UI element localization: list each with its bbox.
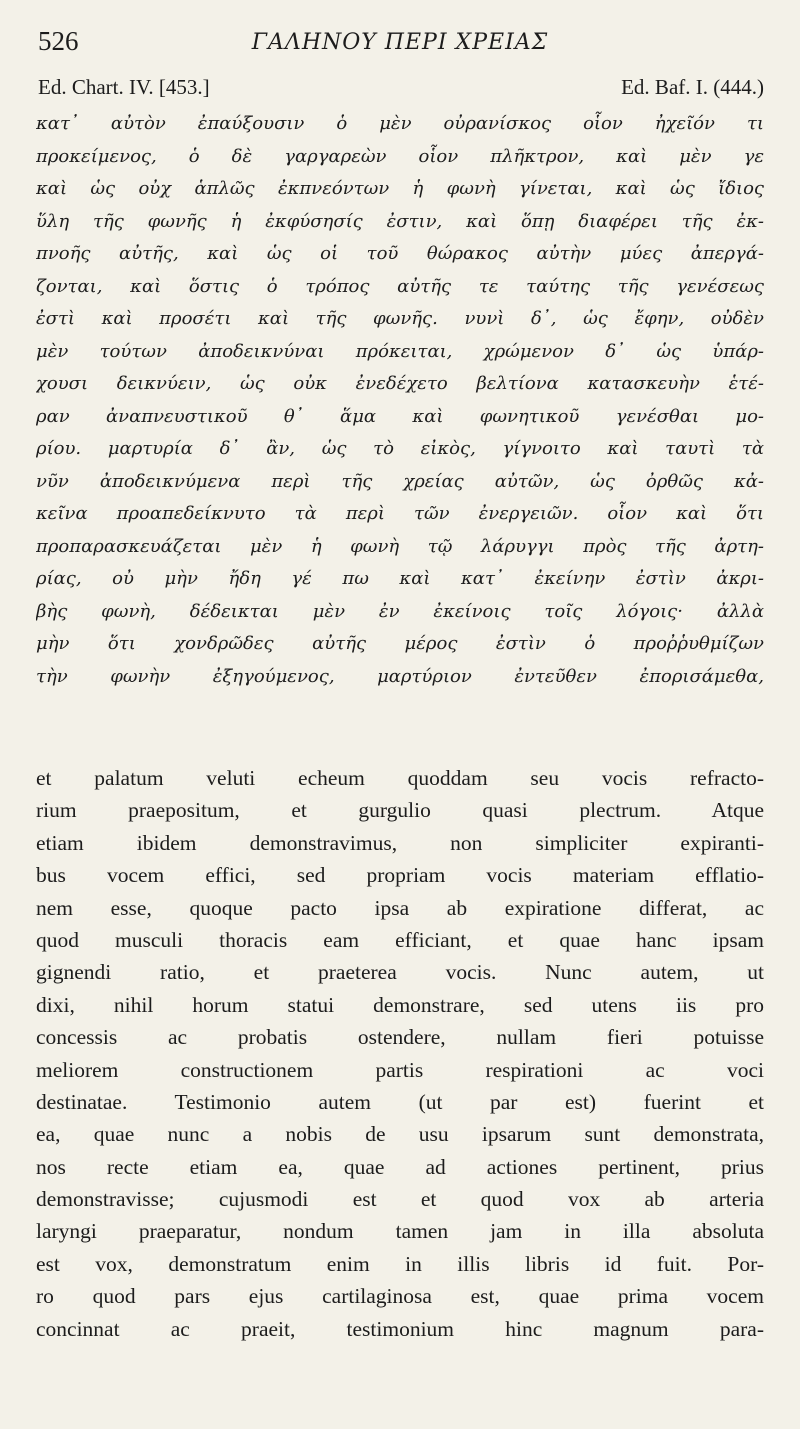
greek-text-line: νῦν ἀποδεικνύμενα περὶ τῆς χρείας αὐτῶν, ὡς ὀρθῶς κἀ-	[36, 470, 764, 492]
latin-text-block	[36, 762, 764, 1345]
latin-text-line: destinatae. Testimonio autem (ut par est) fuerint et	[36, 1089, 764, 1114]
latin-text-line: concinnat ac praeit, testimonium hinc magnum para-	[36, 1316, 764, 1341]
latin-text-line: gignendi ratio, et praeterea vocis. Nunc autem, ut	[36, 960, 764, 985]
running-title: ΓΑΛΗΝΟΥ ΠΕΡΙ ΧΡΕΙΑΣ	[251, 30, 549, 55]
greek-text-line: ραν ἀναπνευστικοῦ θ᾽ ἅμα καὶ φωνητικοῦ γενέσθαι μο-	[36, 405, 764, 427]
edition-reference-basel: Ed. Baf. I. (444.)	[621, 75, 764, 99]
greek-text-line: κεῖνα προαπεδείκνυτο τὰ περὶ τῶν ἐνεργειῶν. οἷον καὶ ὅτι	[36, 503, 764, 524]
latin-text-line: nos recte etiam ea, quae ad actiones pertinent, prius	[36, 1154, 764, 1179]
latin-text-line: meliorem constructionem partis respirationi ac voci	[36, 1057, 764, 1082]
greek-text-line: καὶ ὡς οὐχ ἁπλῶς ἐκπνεόντων ἡ φωνὴ γίνεται, καὶ ὡς ἴδιος	[36, 178, 764, 199]
latin-text-line: bus vocem effici, sed propriam vocis materiam efflatio-	[36, 863, 764, 888]
latin-text-line: quod musculi thoracis eam efficiant, et quae hanc ipsam	[36, 927, 764, 952]
greek-text-line: μὴν ὅτι χονδρῶδες αὐτῆς μέρος ἐστὶν ὁ προῤῥυθμίζων	[36, 633, 764, 654]
greek-text-line: ἐστὶ καὶ προσέτι καὶ τῆς φωνῆς. νυνὶ δ᾽, ὡς ἔφην, οὐδὲν	[36, 308, 764, 329]
greek-text-line: χουσι δεικνύειν, ὡς οὐκ ἐνεδέχετο βελτίονα κατασκευὴν ἑτέ-	[36, 373, 764, 394]
greek-text-block	[36, 108, 764, 693]
greek-text-line: τὴν φωνὴν ἐξηγούμενος, μαρτύριον ἐντεῦθεν ἐπορισάμεθα,	[36, 665, 764, 687]
greek-text-line: προκείμενος, ὁ δὲ γαργαρεὼν οἷον πλῆκτρον, καὶ μὲν γε	[36, 145, 764, 167]
greek-text-line: ζονται, καὶ ὅστις ὁ τρόπος αὐτῆς τε ταύτης τῆς γενέσεως	[36, 275, 764, 297]
latin-text-line: ea, quae nunc a nobis de usu ipsarum sunt demonstrata,	[36, 1122, 764, 1147]
greek-text-line: κατ᾽ αὐτὸν ἐπαύξουσιν ὁ μὲν οὐρανίσκος οἷον ἠχεῖόν τι	[36, 113, 764, 134]
page-number: 526	[38, 26, 79, 56]
latin-text-line: laryngi praeparatur, nondum tamen jam in illa absoluta	[36, 1219, 764, 1244]
latin-text-line: concessis ac probatis ostendere, nullam fieri potuisse	[36, 1025, 764, 1050]
greek-text-line: ρίου. μαρτυρία δ᾽ ἂν, ὡς τὸ εἰκὸς, γίγνοιτο καὶ ταυτὶ τὰ	[36, 438, 764, 459]
greek-text-line: ὕλη τῆς φωνῆς ἡ ἐκφύσησίς ἐστιν, καὶ ὅπῃ διαφέρει τῆς ἐκ-	[36, 210, 764, 232]
latin-text-line: etiam ibidem demonstravimus, non simpliciter expiranti-	[36, 830, 764, 855]
greek-text-line: ρίας, οὐ μὴν ἤδη γέ πω καὶ κατ᾽ ἐκείνην ἐστὶν ἀκρι-	[36, 568, 764, 589]
latin-text-line: rium praepositum, et gurgulio quasi plectrum. Atque	[36, 798, 764, 823]
page-header	[36, 22, 764, 62]
greek-text-line: προπαρασκευάζεται μὲν ἡ φωνὴ τῷ λάρυγγι πρὸς τῆς ἀρτη-	[36, 535, 764, 557]
greek-text-line: βὴς φωνὴ, δέδεικται μὲν ἐν ἐκείνοις τοῖς λόγοις· ἀλλὰ	[36, 600, 764, 622]
latin-text-line: est vox, demonstratum enim in illis libris id fuit. Por-	[36, 1251, 764, 1276]
edition-reference-chartier: Ed. Chart. IV. [453.]	[38, 75, 210, 99]
edition-reference-line	[36, 75, 764, 105]
greek-text-line: πνοῆς αὐτῆς, καὶ ὡς οἱ τοῦ θώρακος αὐτὴν μύες ἀπεργά-	[36, 243, 764, 264]
latin-text-line: nem esse, quoque pacto ipsa ab expiratione differat, ac	[36, 895, 764, 920]
latin-text-line: dixi, nihil horum statui demonstrare, sed utens iis pro	[36, 992, 764, 1017]
latin-text-line: et palatum veluti echeum quoddam seu vocis refracto-	[36, 766, 764, 790]
latin-text-line: demonstravisse; cujusmodi est et quod vox ab arteria	[36, 1187, 764, 1212]
latin-text-line: ro quod pars ejus cartilaginosa est, quae prima vocem	[36, 1284, 764, 1309]
greek-text-line: μὲν τούτων ἀποδεικνύναι πρόκειται, χρώμενον δ᾽ ὡς ὑπάρ-	[36, 340, 764, 362]
